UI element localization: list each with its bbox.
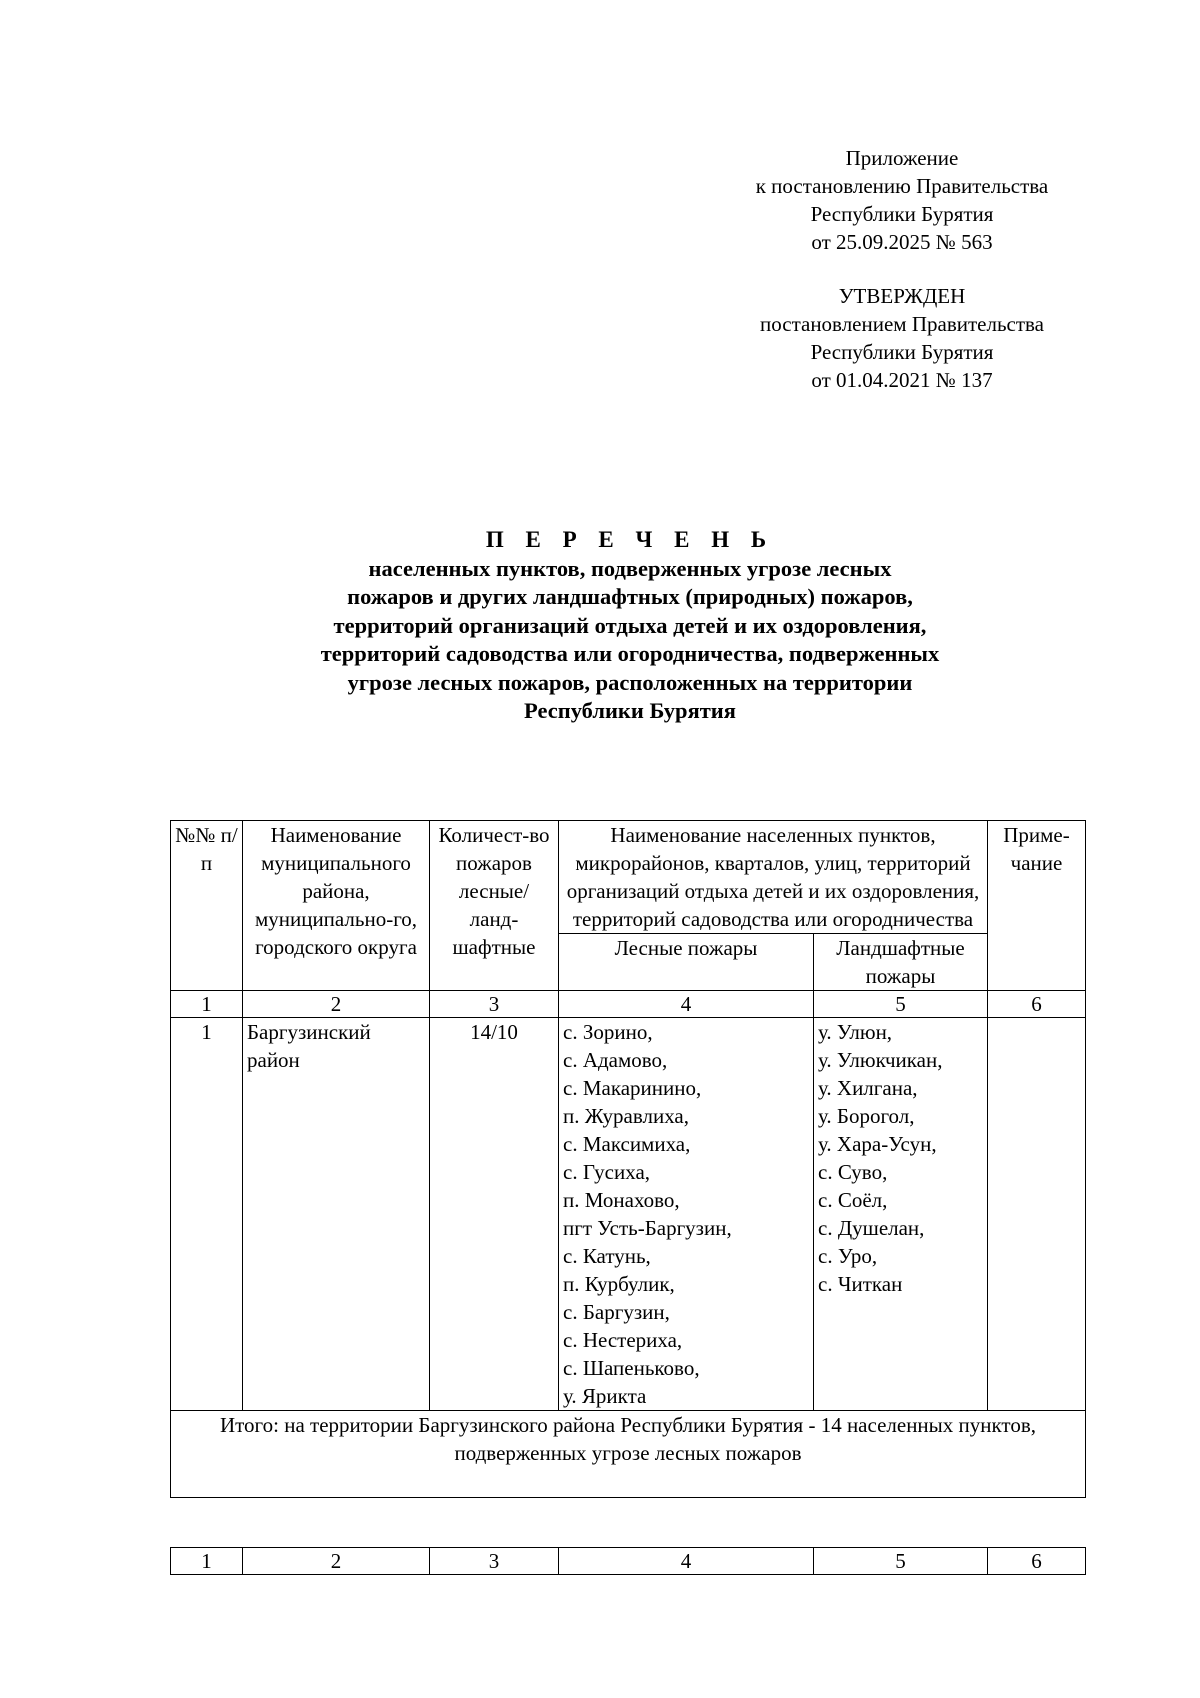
appendix-line: Республики Бурятия xyxy=(810,202,994,226)
header-count: Количест-во пожаров лесные/ ланд-шафтные xyxy=(430,821,559,991)
row-forest-list xyxy=(559,1018,814,1411)
landscape-settlement: с. Душелан, xyxy=(818,1216,925,1240)
column-index: 6 xyxy=(988,1548,1086,1575)
approved-line: УТВЕРЖДЕН xyxy=(838,284,966,308)
approved-line: от 01.04.2021 № 137 xyxy=(811,368,993,392)
forest-settlement: у. Ярикта xyxy=(563,1384,647,1408)
forest-settlement: с. Макаринино, xyxy=(563,1076,702,1100)
column-index: 5 xyxy=(814,1548,988,1575)
title-line: территорий садоводства или огородничества, подверженных xyxy=(320,641,940,666)
forest-settlement: с. Баргузин, xyxy=(563,1300,670,1324)
column-index: 3 xyxy=(430,1548,559,1575)
column-index: 2 xyxy=(243,1548,430,1575)
title-line: Республики Бурятия xyxy=(524,698,736,723)
column-index: 1 xyxy=(171,1548,243,1575)
forest-settlement: пгт Усть-Баргузин, xyxy=(563,1216,732,1240)
title-line: населенных пунктов, подверженных угрозе лесных xyxy=(368,555,892,581)
column-index: 4 xyxy=(559,1548,814,1575)
column-index: 1 xyxy=(171,991,243,1018)
forest-settlement: с. Шапеньково, xyxy=(563,1356,700,1380)
row-landscape-list xyxy=(814,1018,988,1411)
forest-settlement: с. Гусиха, xyxy=(563,1160,651,1184)
header-district: Наименование муниципального района, муниципально-го, городского округа xyxy=(243,821,430,991)
column-index: 5 xyxy=(814,991,988,1018)
forest-settlement: с. Зорино, xyxy=(563,1020,653,1044)
column-index: 4 xyxy=(559,991,814,1018)
landscape-settlement: с. Уро, xyxy=(818,1244,878,1268)
header-names: Наименование населенных пунктов, микрорайонов, кварталов, улиц, территорий организаций отдыха детей и их оздоровления, территорий садоводства или огородничества xyxy=(559,821,988,934)
approved-line: Республики Бурятия xyxy=(810,340,994,364)
header-num: №№ п/п xyxy=(171,821,243,991)
appendix-line: от 25.09.2025 № 563 xyxy=(811,230,993,254)
landscape-settlement: у. Улюкчикан, xyxy=(818,1048,943,1072)
document-title xyxy=(150,526,1110,726)
approved-stamp xyxy=(722,282,1082,394)
header-row xyxy=(171,821,1086,934)
landscape-settlement: с. Суво, xyxy=(818,1160,888,1184)
header-forest: Лесные пожары xyxy=(559,934,814,991)
column-index: 2 xyxy=(243,991,430,1018)
title-heading: П Е Р Е Ч Е Н Ь xyxy=(485,527,775,552)
forest-settlement: с. Нестериха, xyxy=(563,1328,683,1352)
row-num: 1 xyxy=(171,1018,243,1411)
appendix-stamp xyxy=(722,144,1082,256)
appendix-line: Приложение xyxy=(845,146,959,170)
forest-settlement: с. Адамово, xyxy=(563,1048,668,1072)
forest-settlement: с. Катунь, xyxy=(563,1244,651,1268)
title-line: пожаров и других ландшафтных (природных) пожаров, xyxy=(347,584,913,609)
header-landscape: Ландшафтные пожары xyxy=(814,934,988,991)
total-row xyxy=(171,1411,1086,1498)
landscape-settlement: с. Соёл, xyxy=(818,1188,888,1212)
header-note: Приме-чание xyxy=(988,821,1086,991)
title-line: территорий организаций отдыха детей и их оздоровления, xyxy=(333,612,927,638)
landscape-settlement: у. Хара-Усун, xyxy=(818,1132,937,1156)
settlements-table xyxy=(170,820,1086,1498)
approved-line: постановлением Правительства xyxy=(759,312,1044,336)
landscape-settlement: у. Улюн, xyxy=(818,1020,893,1044)
title-line: угрозе лесных пожаров, расположенных на территории xyxy=(347,669,913,695)
row-note xyxy=(988,1018,1086,1411)
continuation-index-row xyxy=(171,1548,1086,1575)
landscape-settlement: с. Читкан xyxy=(818,1272,903,1296)
row-count: 14/10 xyxy=(430,1018,559,1411)
forest-settlement: с. Максимиха, xyxy=(563,1132,691,1156)
table-row xyxy=(171,1018,1086,1411)
column-index: 3 xyxy=(430,991,559,1018)
landscape-settlement: у. Борогол, xyxy=(818,1104,915,1128)
landscape-settlement: у. Хилгана, xyxy=(818,1076,918,1100)
column-index-row xyxy=(171,991,1086,1018)
continuation-index-table xyxy=(170,1547,1086,1575)
row-district: Баргузинский район xyxy=(243,1018,430,1411)
forest-settlement: п. Монахово, xyxy=(563,1188,680,1212)
column-index: 6 xyxy=(988,991,1086,1018)
forest-settlement: п. Журавлиха, xyxy=(563,1104,689,1128)
appendix-line: к постановлению Правительства xyxy=(755,174,1049,198)
total-text: Итого: на территории Баргузинского района Республики Бурятия - 14 населенных пунктов, подверженных угрозе лесных пожаров xyxy=(171,1411,1086,1498)
forest-settlement: п. Курбулик, xyxy=(563,1272,675,1296)
